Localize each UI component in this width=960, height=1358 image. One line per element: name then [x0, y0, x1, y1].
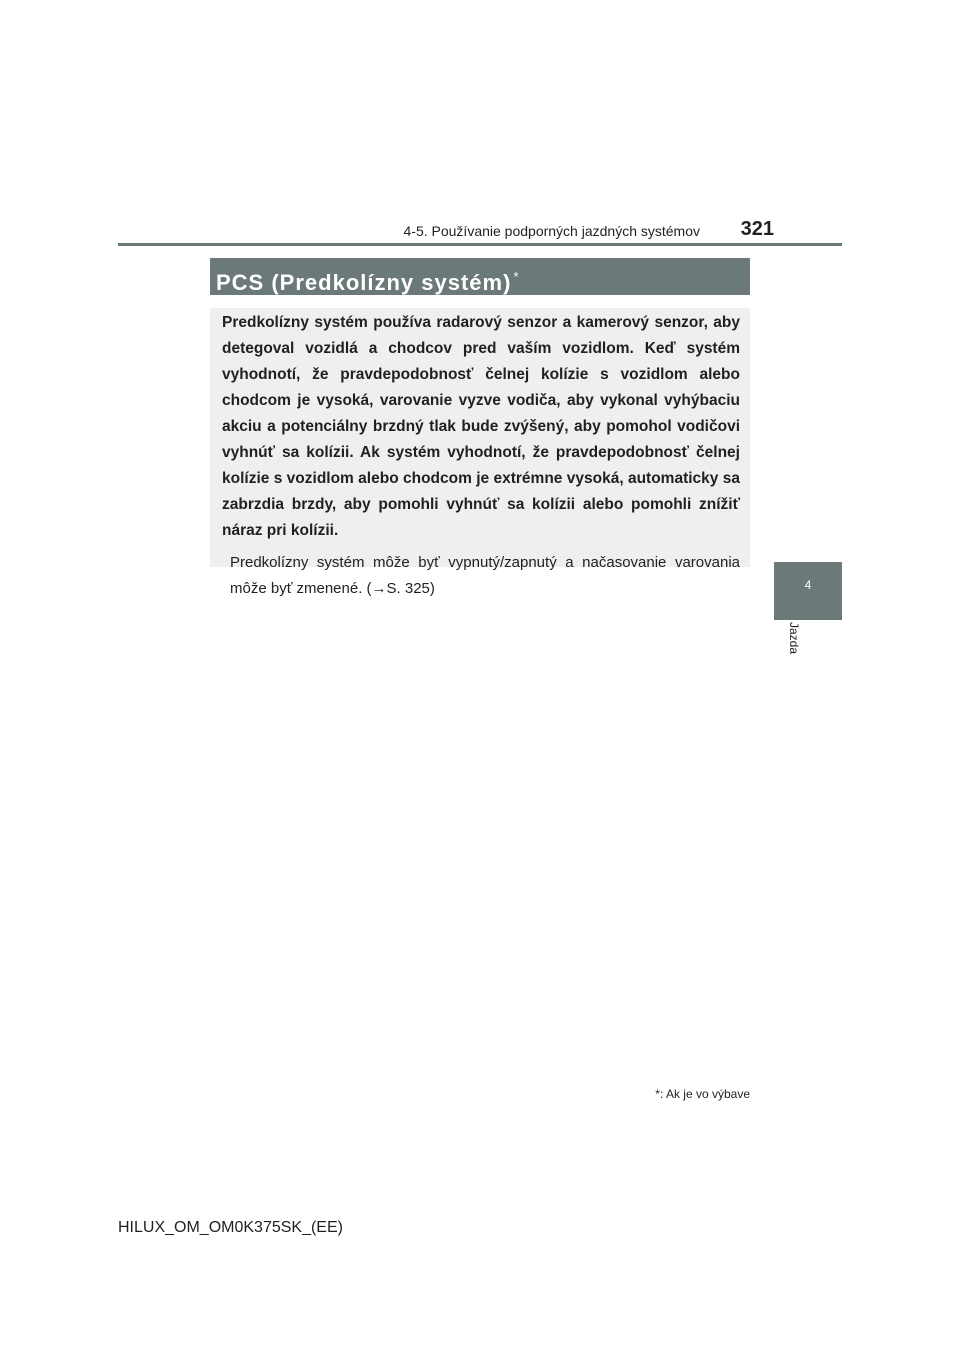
optional-equipment-marker: *	[513, 269, 520, 284]
intro-box	[210, 308, 750, 597]
intro-paragraph: Predkolízny systém používa radarový senzor a kamerový senzor, aby detegoval vozidlá a chodcov pred vaším vozidlom. Keď systém vyhodnotí, že pravdepodobnosť čelnej kolízie s vozidlom alebo chodcom je vysoká, varovanie vyzve vodiča, aby vykonal vyhýbaciu akciu a potenciálny brzdný tlak bude zvýšený, aby pomohol vodičovi vyhnúť sa kolízii. Ak systém vyhodnotí, že pravdepodobnosť čelnej kolízie s vozidlom alebo chodcom je extrémne vysoká, automaticky sa zabrzdia brzdy, aby pomohli vyhnúť sa kolízii alebo pomohli znížiť náraz pri kolízii.	[222, 314, 740, 539]
header-rule	[118, 243, 842, 246]
section-title-band	[210, 258, 750, 295]
chapter-label: Jazda	[787, 622, 801, 655]
document-code: HILUX_OM_OM0K375SK_(EE)	[118, 1219, 343, 1236]
intro-note: Predkolízny systém môže byť vypnutý/zapnutý a načasovanie varovania môže byť zmenené. (→S. 325)	[230, 554, 740, 597]
chapter-number: 4	[804, 578, 812, 592]
chapter-tab	[774, 562, 842, 620]
section-title: PCS (Predkolízny systém)	[216, 270, 512, 295]
footnote: *: Ak je vo výbave	[655, 1087, 750, 1101]
page-number: 321	[740, 218, 774, 240]
header-section-path: 4-5. Používanie podporných jazdných systémov	[403, 223, 700, 239]
